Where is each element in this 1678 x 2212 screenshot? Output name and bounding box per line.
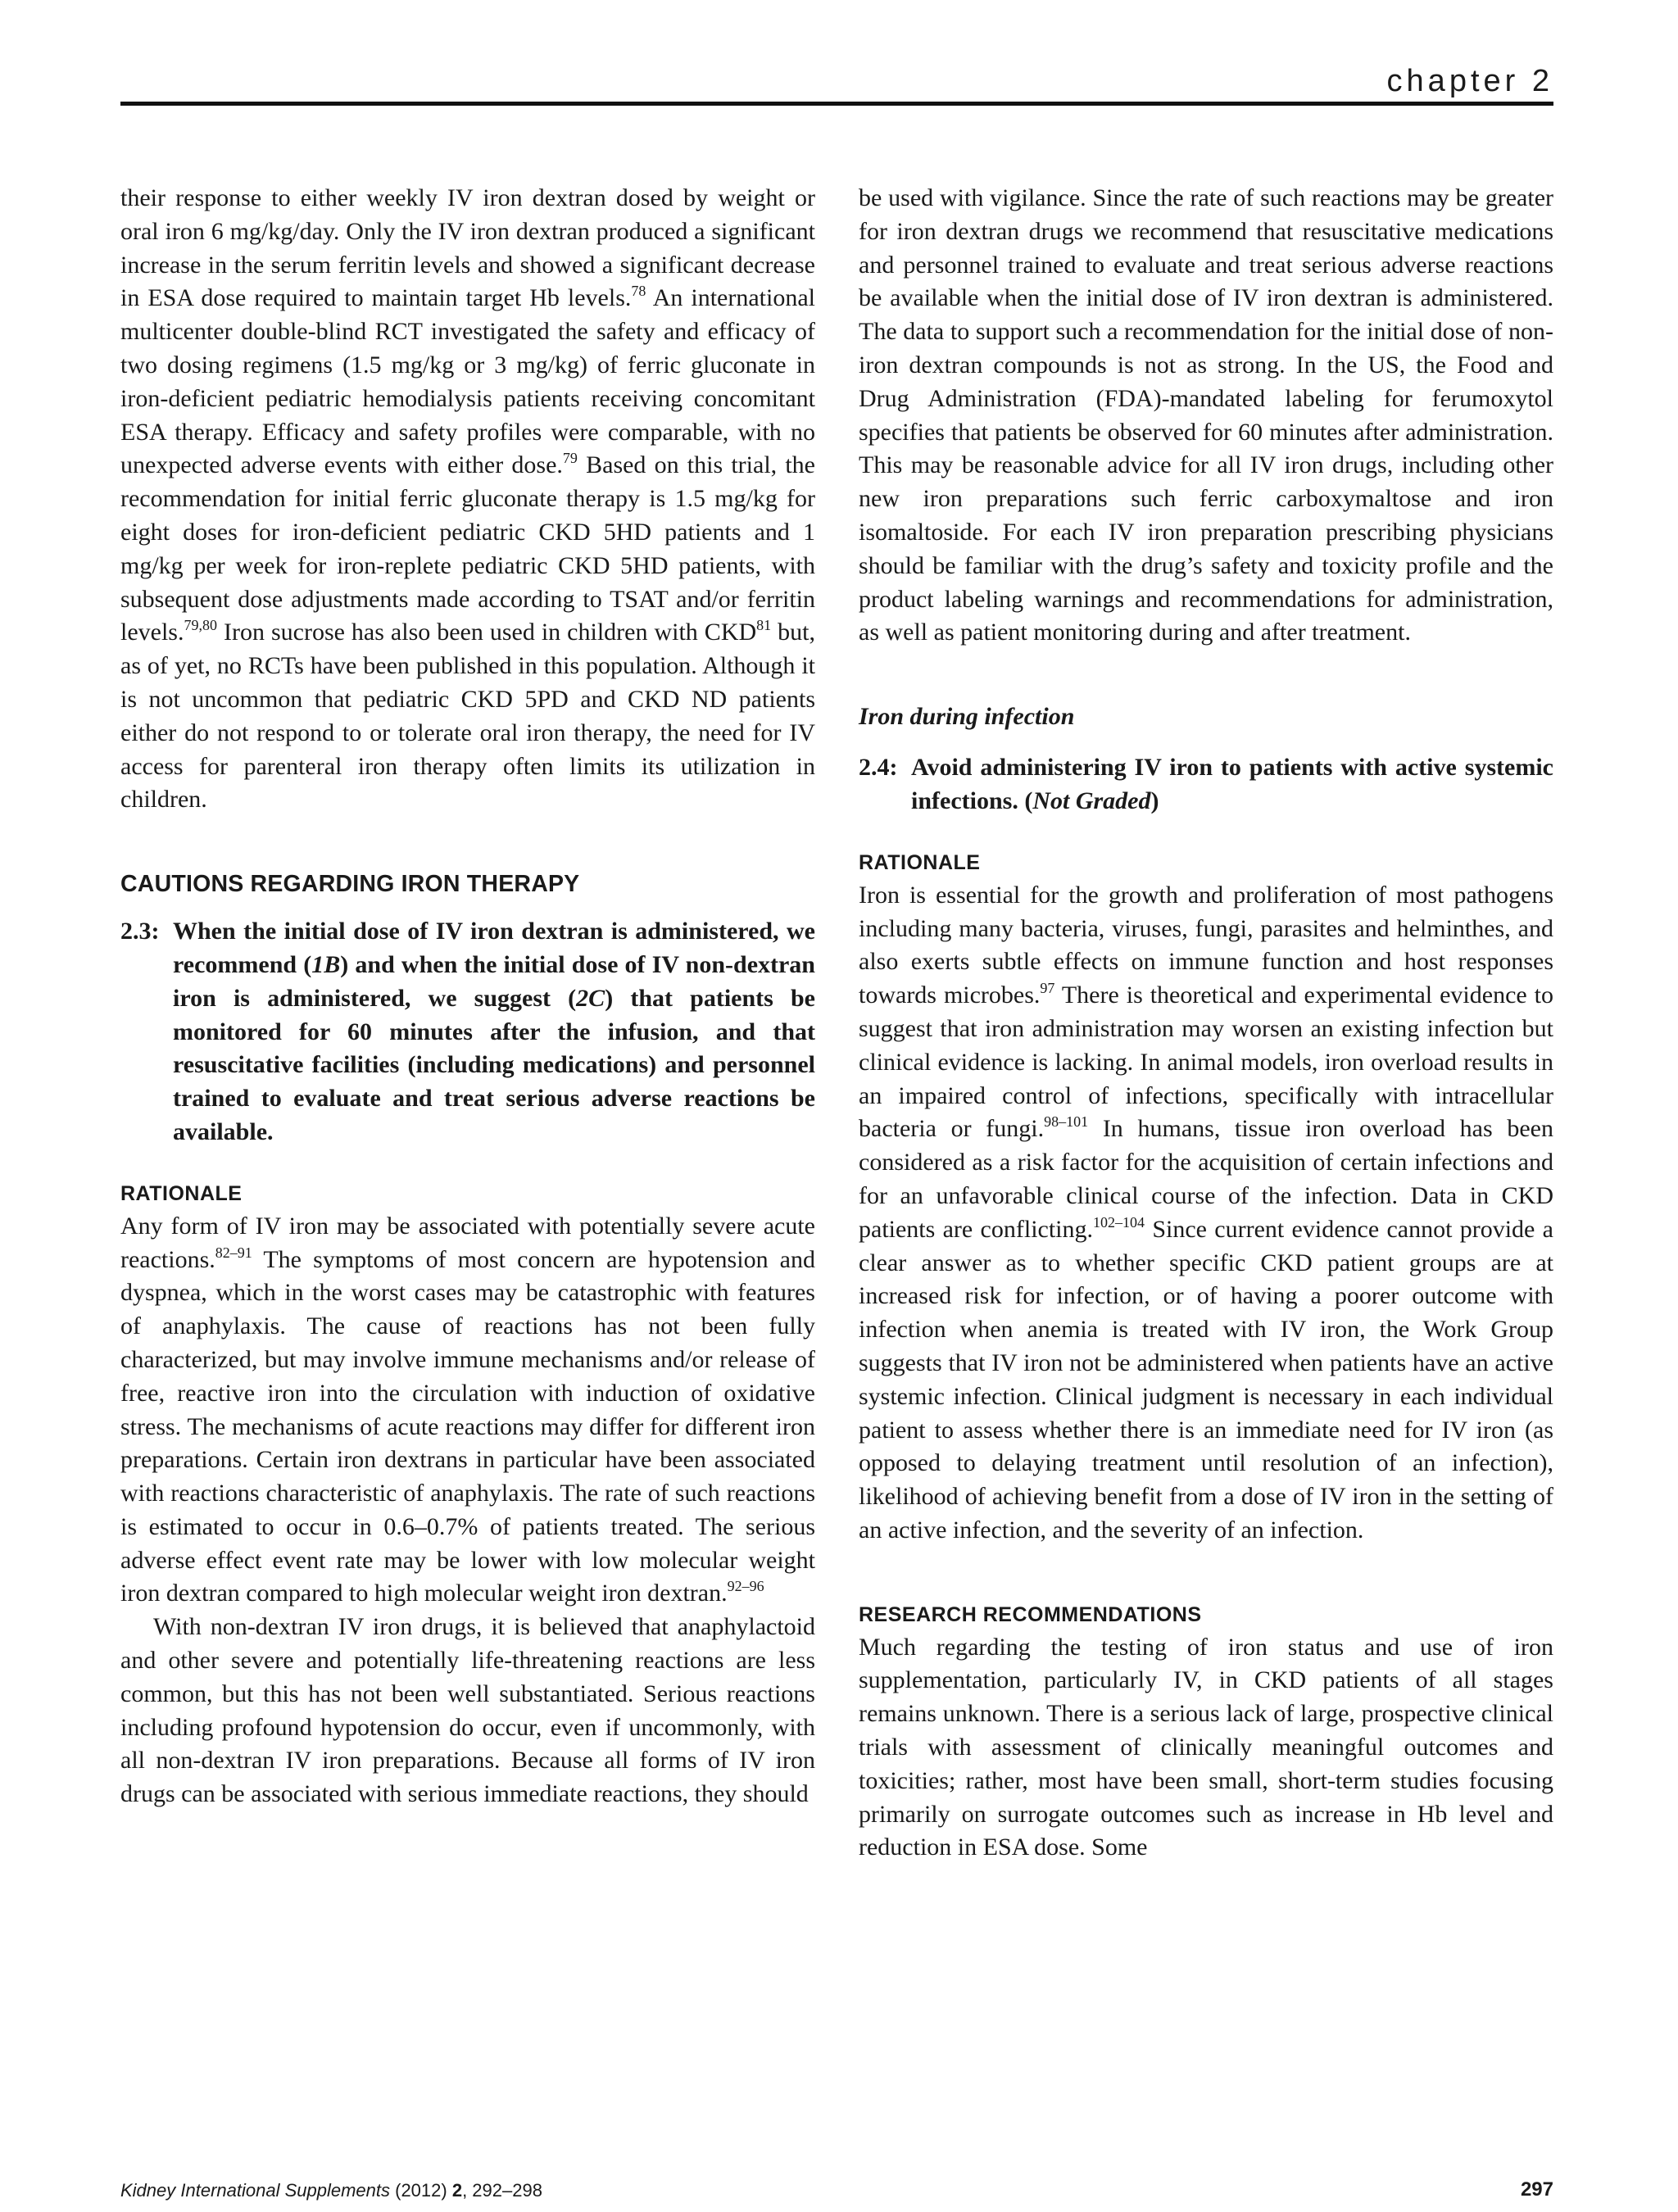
text-run: their response to either weekly IV iron dextran dosed by weight or oral iron 6 mg/kg/day. Only the IV iron dextran produced a significant increase in the serum ferritin levels and showed a significant decrease in ESA dose required to maintain target Hb levels. — [120, 184, 815, 312]
text-run: Based on this trial, the recommendation for initial ferric gluconate therapy is 1.5 mg/kg for eight doses for iron-deficient pediatric CKD 5HD patients and 1 mg/kg per week for iron-replete pediatric CKD 5HD patients, with subsequent dose adjustments made according to TSAT and/or ferritin levels. — [120, 451, 815, 646]
text-run: An international multicenter double-blind RCT investigated the safety and efficacy of two dosing regimens (1.5 mg/kg or 3 mg/kg) of ferric gluconate in iron-deficient pediatric hemodialysis patients receiving concomitant ESA therapy. Efficacy and safety profiles were comparable, with no unexpected adverse events with either dose. — [120, 284, 815, 479]
text-run: Any form of IV iron may be associated with potentially severe acute reactions. — [120, 1212, 815, 1273]
left-column — [120, 182, 815, 1811]
right-paragraph-2 — [859, 879, 1553, 1548]
header-rule — [120, 102, 1553, 106]
citation-superscript: 79,80 — [184, 617, 217, 634]
recommendation-number: 2.4: — [859, 754, 898, 782]
page-number: 297 — [1520, 2178, 1553, 2201]
left-paragraph-1 — [120, 182, 815, 817]
text-run: ) — [1150, 786, 1159, 814]
left-paragraph-3 — [120, 1611, 815, 1811]
citation-superscript: 82–91 — [215, 1244, 252, 1261]
grade-text: 1B — [311, 950, 341, 978]
text-run: ) that patients be monitored for 60 minutes after the infusion, and that resuscitative facilities (including medications) and personnel trained to evaluate and treat serious adverse reactions be available. — [173, 984, 815, 1145]
text-run: be used with vigilance. Since the rate of such reactions may be greater for iron dextran drugs we recommend that resuscitative medications and personnel trained to evaluate and treat serious adverse reactions be available when the initial dose of IV iron dextran is administered. The data to support such a recommendation for the initial dose of non-iron dextran compounds is not as strong. In the US, the Food and Drug Administration (FDA)-mandated labeling for ferumoxytol specifies that patients be observed for 60 minutes after administration. This may be reasonable advice for all IV iron drugs, including other new iron preparations such ferric carboxymaltose and iron isomaltoside. For each IV iron preparation prescribing physicians should be familiar with the drug’s safety and toxicity profile and the product labeling warnings and recommendations for administration, as well as patient monitoring during and after treatment. — [859, 184, 1553, 646]
citation-superscript: 102–104 — [1093, 1213, 1145, 1231]
recommendation-2-3 — [120, 915, 815, 1149]
citation-superscript: 79 — [562, 450, 578, 467]
right-paragraph-1 — [859, 182, 1553, 650]
text-run: ) and when the initial dose of IV non-dextran iron is administered, we suggest ( — [173, 950, 815, 1012]
journal-name: Kidney International Supplements — [120, 2180, 390, 2201]
citation-superscript: 98–101 — [1044, 1113, 1089, 1131]
text-run: In humans, tissue iron overload has been considered as a risk factor for the acquisition of certain infections and for an unfavorable clinical course of the infection. Data in CKD patients are conflicting. — [859, 1115, 1553, 1243]
cautions-heading: CAUTIONS REGARDING IRON THERAPY — [120, 871, 580, 898]
text-run: With non-dextran IV iron drugs, it is believed that anaphylactoid and other severe and potentially life-threatening reactions are less common, but this has not been well substantiated. Serious reactions including profound hypotension do occur, even if uncommonly, with all non-dextran IV iron preparations. Because all forms of IV iron drugs can be associated with serious immediate reactions, they should — [120, 1613, 815, 1808]
text-run: Since current evidence cannot provide a clear answer as to whether specific CKD patient groups are at increased risk for infection, or of having a poorer outcome with infection when anemia is treated with IV iron, the Work Group suggests that IV iron not be administered when patients have an active systemic infection. Clinical judgment is necessary in each individual patient to assess whether there is an immediate need for IV iron (as opposed to delaying treatment until resolution of an infection), likelihood of achieving benefit from a dose of IV iron in the setting of an active infection, and the severity of an infection. — [859, 1215, 1553, 1543]
journal-year: (2012) — [390, 2180, 452, 2201]
text-run: Iron is essential for the growth and proliferation of most pathogens including many bacteria, viruses, fungi, parasites and helminthes, and also exerts subtle effects on immune function and host responses towards microbes. — [859, 881, 1553, 1009]
grade-text: 2C — [576, 984, 605, 1012]
journal-pages: , 292–298 — [462, 2180, 542, 2201]
recommendation-text — [173, 915, 815, 1149]
text-run: There is theoretical and experimental evidence to suggest that iron administration may worsen an existing infection but clinical evidence is lacking. In animal models, iron overload results in an impaired control of infections, specifically with intracellular bacteria or fungi. — [859, 981, 1553, 1143]
citation-superscript: 97 — [1040, 980, 1055, 997]
text-run: Much regarding the testing of iron status and use of iron supplementation, particularly IV, in CKD patients of all stages remains unknown. There is a serious lack of large, prospective clinical trials with assessment of clinically meaningful outcomes and toxicities; rather, most have been small, short-term studies focusing primarily on surrogate outcomes such as increase in Hb level and reduction in ESA dose. Some — [859, 1633, 1553, 1861]
right-paragraph-3 — [859, 1631, 1553, 1865]
citation-superscript: 92–96 — [727, 1578, 764, 1595]
recommendation-text — [911, 751, 1553, 818]
citation-superscript: 78 — [631, 283, 646, 300]
right-column — [859, 182, 1553, 1865]
recommendation-2-4 — [859, 751, 1553, 818]
citation-superscript: 81 — [756, 617, 772, 634]
grade-text: Not Graded — [1032, 786, 1151, 814]
chapter-label: chapter 2 — [1386, 64, 1553, 98]
recommendation-number: 2.3: — [120, 918, 160, 945]
rationale-heading: RATIONALE — [120, 1181, 243, 1205]
text-run: The symptoms of most concern are hypotension and dyspnea, which in the worst cases may be catastrophic with features of anaphylaxis. The cause of reactions has not been fully characterized, but may involve immune mechanisms and/or release of free, reactive iron into the circulation with induction of oxidative stress. The mechanisms of acute reactions may differ for different iron preparations. Certain iron dextrans in particular have been associated with reactions characteristic of anaphylaxis. The rate of such reactions is estimated to occur in 0.6–0.7% of patients treated. The serious adverse effect event rate may be lower with low molecular weight iron dextran compared to high molecular weight iron dextran. — [120, 1245, 815, 1607]
text-run: When the initial dose of IV iron dextran is administered, we recommend ( — [173, 918, 815, 978]
journal-volume: 2 — [451, 2180, 463, 2201]
text-run: Avoid administering IV iron to patients with active systemic infections. ( — [911, 754, 1553, 814]
text-run: Iron sucrose has also been used in children with CKD — [216, 619, 757, 646]
left-paragraph-2 — [120, 1210, 815, 1611]
rationale-heading: RATIONALE — [859, 850, 981, 874]
text-run: but, as of yet, no RCTs have been published in this population. Although it is not uncommon that pediatric CKD 5PD and CKD ND patients either do not respond to or tolerate oral iron therapy, the need for IV access for parenteral iron therapy often limits its utilization in children. — [120, 619, 815, 814]
research-heading: RESEARCH RECOMMENDATIONS — [859, 1602, 1202, 1626]
journal-citation — [120, 2180, 542, 2201]
infection-heading: Iron during infection — [859, 703, 1075, 731]
